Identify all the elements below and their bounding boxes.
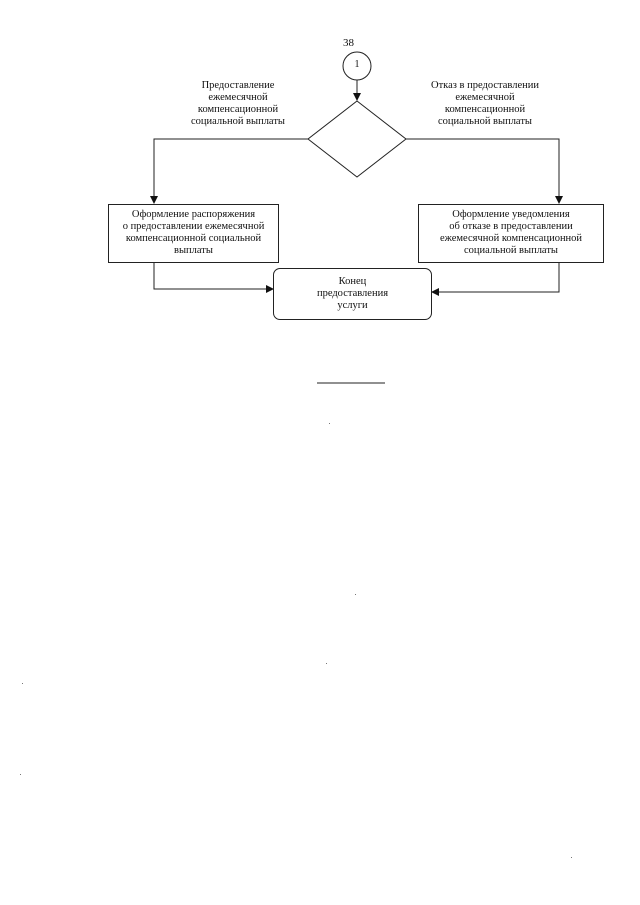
label-line: Отказ в предоставлении: [431, 80, 539, 91]
box-line: о предоставлении ежемесячной: [122, 221, 265, 232]
scan-speck: [329, 423, 330, 424]
label-line: социальной выплаты: [438, 116, 532, 127]
scan-speck: [326, 663, 327, 664]
box-line: об отказе в предоставлении: [449, 221, 573, 232]
box-line: Оформление уведомления: [452, 209, 570, 220]
end-terminator-box: [273, 268, 432, 320]
box-line: компенсационной социальной: [125, 233, 262, 244]
scan-speck: [22, 683, 23, 684]
decision-diamond: [308, 101, 406, 177]
label-line: компенсационной: [444, 104, 526, 115]
label-line: компенсационной: [197, 104, 279, 115]
label-line: социальной выплаты: [191, 116, 285, 127]
box-line: ежемесячной компенсационной: [439, 233, 583, 244]
label-line: ежемесячной: [455, 92, 515, 103]
label-line: Предоставление: [201, 80, 275, 91]
connector-label: 1: [354, 59, 360, 70]
page-number: 38: [343, 37, 354, 49]
arrow-left-branch: [154, 139, 308, 203]
box-line: выплаты: [174, 245, 213, 256]
scan-speck: [20, 774, 21, 775]
arrow-left-to-end: [154, 262, 273, 289]
arrow-right-to-end: [432, 262, 559, 292]
end-line: услуги: [337, 300, 368, 311]
box-line: Оформление распоряжения: [131, 209, 256, 220]
refusal-notice-box: [418, 204, 604, 263]
grant-order-box: [108, 204, 279, 263]
label-line: ежемесячной: [208, 92, 268, 103]
box-line: социальной выплаты: [464, 245, 558, 256]
scan-speck: [355, 594, 356, 595]
end-line: Конец: [338, 276, 367, 287]
scan-speck: [571, 857, 572, 858]
end-line: предоставления: [316, 288, 389, 299]
arrow-right-branch: [406, 139, 559, 203]
